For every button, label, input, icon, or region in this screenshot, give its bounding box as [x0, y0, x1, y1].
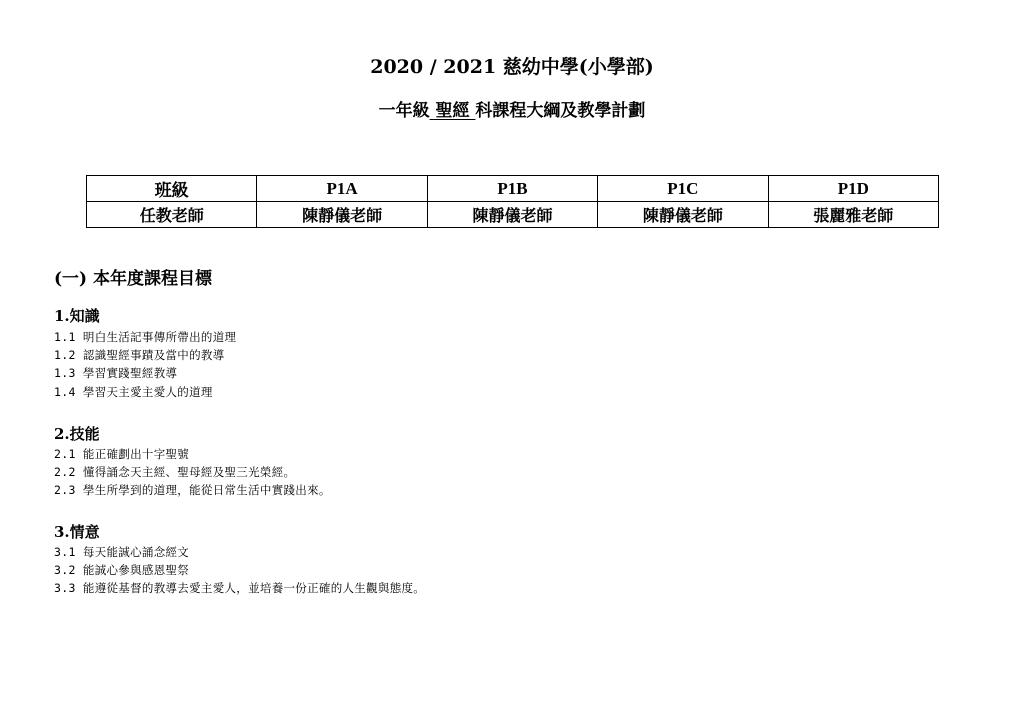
table-cell: 陳靜儀老師	[427, 202, 597, 228]
table-header-cell: P1C	[598, 176, 768, 202]
list-item: 1.4 學習天主愛主愛人的道理	[54, 385, 213, 399]
skills-heading: 2.技能	[54, 425, 100, 443]
knowledge-heading: 1.知識	[54, 307, 100, 325]
document-subtitle	[0, 96, 1024, 121]
list-item: 2.1 能正確劃出十字聖號	[54, 447, 190, 461]
table-header-cell: 班級	[87, 176, 257, 202]
subtitle-subject: 聖經	[429, 101, 476, 121]
list-item: 2.2 懂得誦念天主經、聖母經及聖三光榮經。	[54, 465, 296, 479]
list-item: 3.2 能誠心參與感恩聖祭	[54, 563, 190, 577]
list-item: 1.3 學習實踐聖經教導	[54, 366, 178, 380]
list-item: 2.3 學生所學到的道理，能從日常生活中實踐出來。	[54, 483, 331, 497]
list-item: 3.1 每天能誠心誦念經文	[54, 545, 190, 559]
table-header-cell: P1B	[427, 176, 597, 202]
subtitle-rest: 科課程大綱及教學計劃	[475, 101, 646, 121]
table-header-cell: P1D	[768, 176, 938, 202]
table-cell: 任教老師	[87, 202, 257, 228]
list-item: 1.2 認識聖經事蹟及當中的教導	[54, 348, 225, 362]
document-title: 2020 / 2021 慈幼中學(小學部)	[370, 56, 654, 78]
table-cell: 陳靜儀老師	[257, 202, 427, 228]
table-row	[87, 202, 939, 228]
table-cell: 張麗雅老師	[768, 202, 938, 228]
list-item: 3.3 能遵從基督的教導去愛主愛人，並培養一份正確的人生觀與態度。	[54, 581, 426, 595]
table-header-row	[87, 176, 939, 202]
table-header-cell: P1A	[257, 176, 427, 202]
class-teacher-table	[86, 175, 939, 228]
list-item: 1.1 明白生活記事傳所帶出的道理	[54, 330, 237, 344]
section-title: (一) 本年度課程目標	[54, 269, 213, 289]
table-cell: 陳靜儀老師	[598, 202, 768, 228]
attitude-heading: 3.情意	[54, 523, 100, 541]
subtitle-grade: 一年級	[378, 101, 430, 121]
